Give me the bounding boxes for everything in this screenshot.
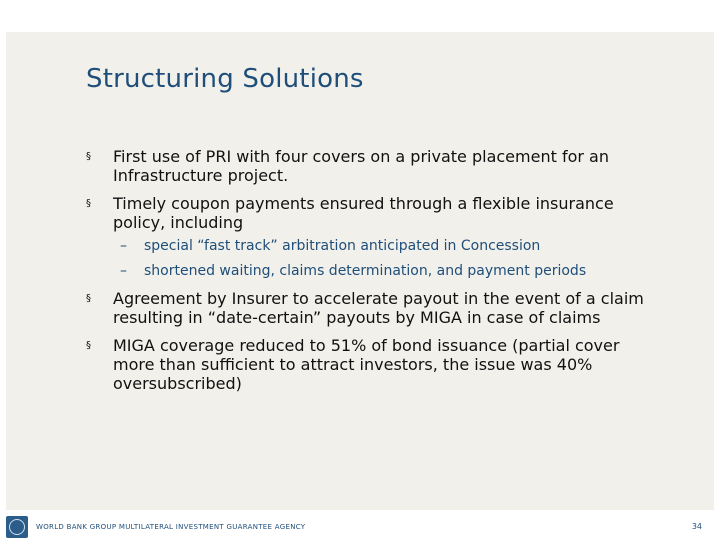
slide-title: Structuring Solutions xyxy=(86,64,364,94)
sub-bullet-marker: – xyxy=(120,263,127,279)
page-number: 34 xyxy=(691,522,702,531)
bullet-item xyxy=(86,194,646,232)
bullet-list xyxy=(86,147,646,393)
bullet-item xyxy=(86,336,646,393)
bullet-marker: § xyxy=(86,198,91,209)
sub-bullet-text: shortened waiting, claims determination, and payment periods xyxy=(144,263,587,279)
sub-bullet-marker: – xyxy=(120,238,127,254)
footer-org-text: WORLD BANK GROUP MULTILATERAL INVESTMENT GUARANTEE AGENCY xyxy=(36,523,306,531)
bullet-marker: § xyxy=(86,340,91,351)
world-bank-globe-icon xyxy=(6,516,28,538)
bullet-marker: § xyxy=(86,151,91,162)
bullet-text: Timely coupon payments ensured through a flexible insurance policy, including xyxy=(113,194,614,232)
bullet-text: MIGA coverage reduced to 51% of bond issuance (partial cover more than sufficient to attract investors, the issue was 40% oversubscribed) xyxy=(113,336,620,393)
bullet-text: Agreement by Insurer to accelerate payout in the event of a claim resulting in “date-certain” payouts by MIGA in case of claims xyxy=(113,289,644,327)
sub-bullet-text: special “fast track” arbitration anticipated in Concession xyxy=(144,238,541,254)
bullet-item xyxy=(86,147,646,185)
sub-bullet-item xyxy=(86,262,614,280)
bullet-marker: § xyxy=(86,293,91,304)
sub-bullet-item xyxy=(86,237,646,255)
bullet-item xyxy=(86,289,646,327)
bullet-text: First use of PRI with four covers on a private placement for an Infrastructure project. xyxy=(113,147,609,185)
